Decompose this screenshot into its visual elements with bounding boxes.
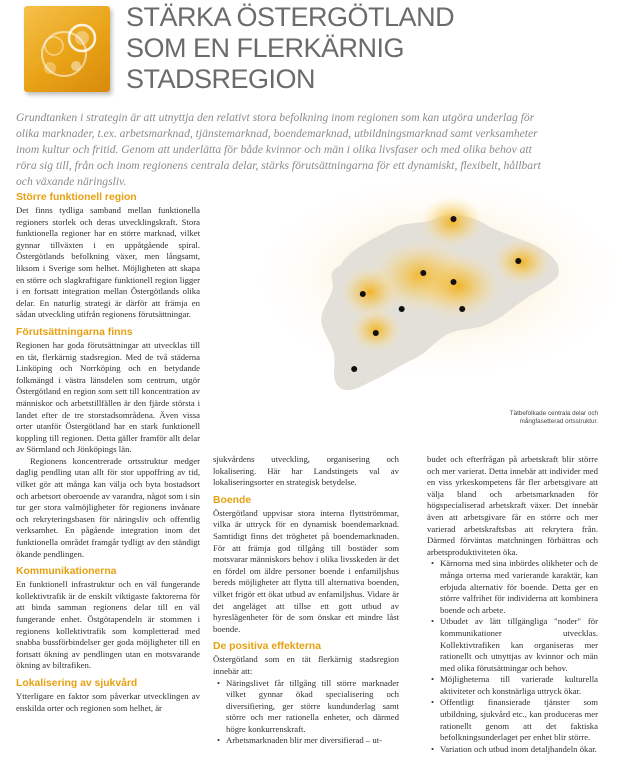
- paragraph-kommunikationerna: En funktionell infrastruktur och en väl fungerande kollektivtrafik är de enskilt viktigaste faktorerna för att binda samman regionens delar till en väl fungerande enhet. Östgötapendeln är stommen i regionens kollektivtrafik som kompletterad med snabba bussförbindelser ger goda möjligheter till en fortsatt ökning av pendlingen utan en motsvarande ökning av biltrafiken.: [16, 579, 200, 671]
- paragraph-arbetsmarknad-cont: budet och efterfrågan på arbetskraft blir större och mer varierat. Detta innebär att individer med en viss yrkeskompetens får fler arbetsgivare att välja bland och arbetsmarknaden för högspecialiserad arbetskraft växer. Det innebär även att arbetsgivare får en större och mer varierad arbetskraftsbas att rekrytera från. Därmed förväntas matchningen förbättras och arbetsproduktiviteten öka.: [427, 454, 598, 557]
- heading-positiva-effekter: De positiva effekterna: [213, 641, 321, 653]
- paragraph-boende: Östergötland uppvisar stora interna flyttströmmar, vilka är uttryck för en dynamisk boendemarknad. Samtidigt finns det tröghetet på boendemarknaden. För att främja god tillgång till bostäder som motsvarar människors behov i olika livsskeden är det en fördel om äldre personer boende i enfamiljshus bereds möjligheter att flytta till alternativa boenden, vilket frigör ett ökat utbud av enfamiljshus. Vidare är det angeläget att tillse ett gott utbud av hyreslägenheter för de som önskar ett mindre låst boende.: [213, 507, 399, 634]
- circles-emblem-icon: [24, 6, 110, 92]
- map-caption: Tätbefolkade centrala delar och mångfasetterad ortsstruktur.: [509, 410, 598, 425]
- heading-forutsattningar: Förutsättningarna finns: [16, 326, 133, 338]
- intro-paragraph: Grundtanken i strategin är att utnyttja den relativt stora befolkning inom regionen som kan utgöra underlag för olika marknader, t.ex. arbetsmarknad, tjänstemarknad, boendemarknad, utbildningsmarknad samt verksamheter inom kultur och fritid. Genom att underlätta för både kvinnor och män i olika livsfaser och med olika behov att röra sig till, från och inom regionens centrala delar, stärks förutsättningarna för ett dynamiskt, flexibelt, hållbart och växande näringsliv.: [16, 111, 541, 188]
- paragraph-forutsattningar-2: Regionens koncentrerade ortsstruktur medger daglig pendling utan allt för stor uppoffring av tid, vilket gör att många kan välja och byta bostadsort och arbetsort oberoende av varandra, något som i sin tur ger stora valmöjligheter för regionens invånare och rekryteringsbasen för näringsliv och offentlig verksamhet. En pågående integration inom det funktionella området framgår tydligt av den ständigt ökande pendlingen.: [16, 455, 200, 559]
- town-marker: [420, 270, 426, 276]
- town-marker: [459, 306, 465, 312]
- column-1: [16, 186, 200, 714]
- region-logo: [24, 6, 110, 92]
- heading-boende: Boende: [213, 494, 252, 506]
- list-item: • Näringslivet får tillgång till större marknader vilket gynnar ökad specialisering och diversifiering, ger större kundunderlag samt större och mer rationella enheter, och därmed högre konkurrenskraft.: [226, 678, 399, 736]
- effekter-list: [213, 678, 399, 748]
- town-marker: [451, 216, 457, 222]
- title-line-3: STADSREGION: [126, 64, 316, 94]
- town-marker: [373, 330, 379, 336]
- heading-funktionell-region: Större funktionell region: [16, 192, 137, 203]
- town-marker: [399, 306, 405, 312]
- effekter-list-cont: [427, 558, 598, 755]
- list-item: • Variation och utbud inom detaljhandeln ökar.: [440, 744, 598, 756]
- list-item: • Möjligheterna till varierade kulturella aktiviteter och konstnärliga uttryck ökar.: [440, 674, 598, 697]
- paragraph-sjukvard-cont: sjukvårdens utveckling, organisering och lokalisering. Här har Landstingets val av lokaliseringsorter en strategisk betydelse.: [213, 454, 399, 488]
- title-line-1: STÄRKA ÖSTERGÖTLAND: [126, 2, 455, 32]
- paragraph-funktionell-region: Det finns tydliga samband mellan funktionella regioners storlek och deras utvecklingskraft. Stora funktionella regioner har en större marknad, vilket gynnar tillväxten i en uppåtgående spiral. Östergötlands befolkning växer, men långsamt, liksom i Sverige som helhet. Möjligheten att skapa en större och slagkraftigare funktionell region ligger i en fortsatt integration mellan Östergötlands olika delar. En naturlig strategi är därför att främja en sådan utveckling utifrån regionens förutsättningar.: [16, 205, 200, 320]
- town-marker: [515, 258, 521, 264]
- paragraph-positiva-effekter: Östergötland som en tät flerkärnig stadsregion innebär att:: [213, 654, 399, 676]
- paragraph-sjukvard: Ytterligare en faktor som påverkar utvecklingen av enskilda orter och regionen som helhet, är: [16, 690, 200, 713]
- column-3: [427, 454, 598, 755]
- page-title: [126, 2, 606, 95]
- heading-kommunikationerna: Kommunikationerna: [16, 566, 117, 578]
- list-item: • Utbudet av lätt tillgängliga "noder" för kommunikationer utvecklas. Kollektivtrafiken kan organiseras mer rationellt och utnyttjas av kvinnor och män med olika förutsättningar och behov.: [440, 616, 598, 674]
- town-marker: [360, 291, 366, 297]
- town-marker: [451, 279, 457, 285]
- heading-sjukvard: Lokalisering av sjukvård: [16, 677, 138, 689]
- list-item: • Offentligt finansierade tjänster som utbildning, sjukvård etc., kan produceras mer rationellt genom att det faktiska befolkningsunderlaget per enhet blir större.: [440, 697, 598, 743]
- column-2: [213, 454, 399, 747]
- town-marker: [351, 366, 357, 372]
- title-line-2: SOM EN FLERKÄRNIG: [126, 33, 405, 63]
- paragraph-forutsattningar-1: Regionen har goda förutsättningar att utvecklas till en tät, flerkärnig stadsregion. Med de två städerna Linköping och Norrköping och en betydande folkmängd i västra länsdelen som centrum, utgör Östergötland en region som sett till koncentration av människor och arbetstillfällen är den fjärde största i landet efter de tre storstadsområdena. Även vissa orter utanför Östergötland har en stark funktionell koppling till regionen. Detta gäller framför allt delar av Sörmland och Jönköpings län.: [16, 339, 200, 455]
- list-item: • Arbetsmarknaden blir mer diversifierad – ut-: [226, 735, 399, 747]
- list-item: • Kärnorna med sina inbördes olikheter och de många orterna med varierande karaktär, kan erbjuda alternativ för boende. Detta ger en större valfrihet för individerna att kombinera boende och arbete.: [440, 558, 598, 616]
